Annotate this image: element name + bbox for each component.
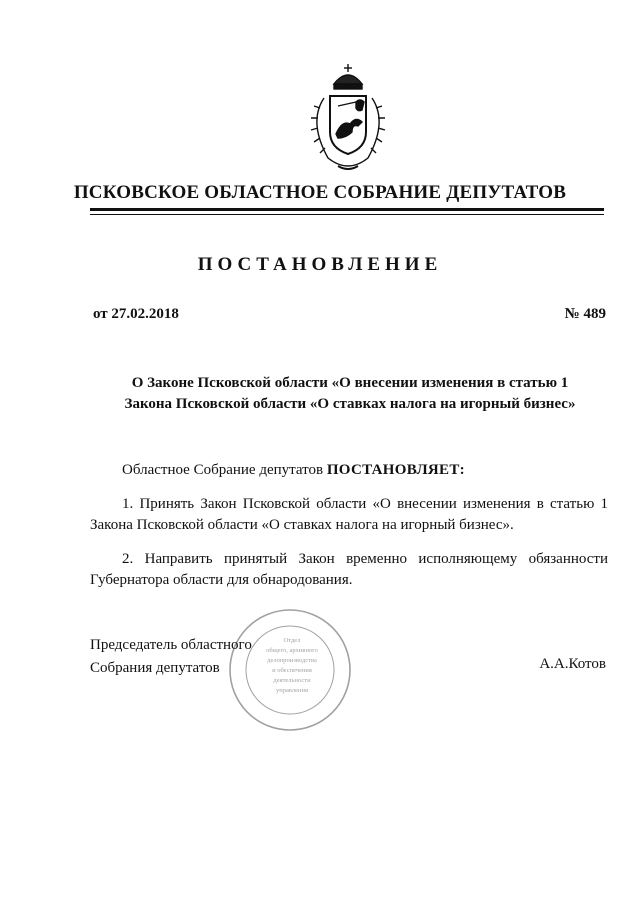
header-rule-thin	[90, 214, 604, 215]
organization-title: ПСКОВСКОЕ ОБЛАСТНОЕ СОБРАНИЕ ДЕПУТАТОВ	[73, 182, 567, 203]
document-date: от 27.02.2018	[93, 306, 179, 322]
document-subject	[90, 373, 610, 415]
subject-line-1: О Законе Псковской области «О внесении изменения в статью 1	[131, 375, 569, 391]
coat-of-arms-icon	[298, 62, 398, 174]
stamp-line-3: делопроизводства	[267, 657, 317, 664]
header-rule-thick	[90, 208, 604, 211]
stamp-line-1: Отдел	[283, 637, 301, 644]
stamp-line-5: деятельности	[273, 677, 311, 684]
stamp-line-6: управления	[276, 687, 308, 694]
subject-line-2: Закона Псковской области «О ставках налога на игорный бизнес»	[124, 396, 576, 412]
document-type: ПОСТАНОВЛЕНИЕ	[197, 254, 443, 275]
resolution-item-2: 2. Направить принятый Закон временно исполняющему обязанности Губернатора области для обнародования.	[90, 551, 608, 588]
preamble-decree: ПОСТАНОВЛЯЕТ:	[326, 462, 465, 478]
signature-position-line-2: Собрания депутатов	[90, 660, 220, 676]
stamp-line-4: и обеспечения	[272, 667, 312, 674]
signature-position	[90, 634, 252, 680]
signatory-name: А.А.Котов	[539, 656, 606, 672]
signature-position-line-1: Председатель областного	[90, 637, 252, 653]
stamp-line-2: общего, архивного	[266, 647, 318, 654]
resolution-preamble	[122, 460, 465, 481]
preamble-text: Областное Собрание депутатов	[122, 462, 327, 478]
resolution-item-1: 1. Принять Закон Псковской области «О внесении изменения в статью 1 Закона Псковской области «О ставках налога на игорный бизнес».	[90, 496, 608, 533]
document-number: № 489	[564, 306, 606, 322]
